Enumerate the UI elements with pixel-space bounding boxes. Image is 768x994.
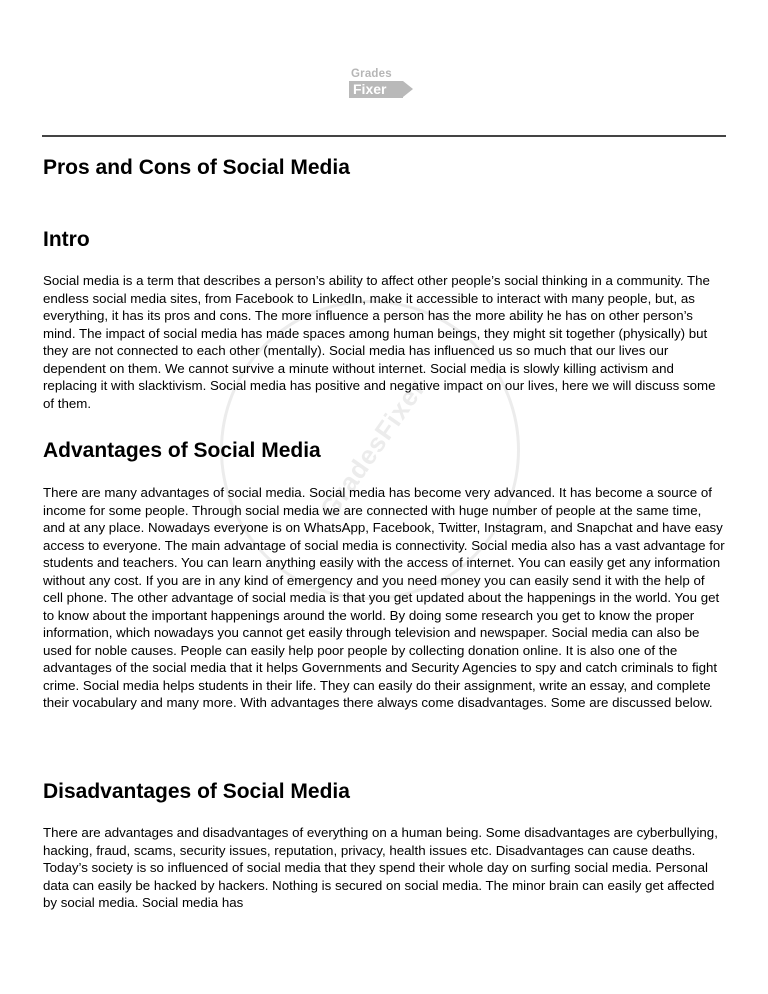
logo-line2: Fixer	[349, 81, 403, 98]
section-paragraph-disadvantages: There are advantages and disadvantages of everything on a human being. Some disadvantages are cyberbullying, hacking, fraud, scams, security issues, reputation, privacy, health issues etc. Disadvantages can cause deaths. Today’s society is so influenced of social media that they spend their whole day on surfing social media. Personal data can easily be hacked by hackers. Nothing is secured on social media. The minor brain can easily get affected by social media. Social media has	[43, 825, 718, 910]
document-title: Pros and Cons of Social Media	[43, 156, 350, 179]
gradesfixer-logo	[349, 67, 421, 103]
section-heading-disadvantages: Disadvantages of Social Media	[43, 780, 350, 803]
logo-arrow-icon	[403, 81, 413, 97]
section-paragraph-intro: Social media is a term that describes a person’s ability to affect other people’s social thinking in a community. The endless social media sites, from Facebook to LinkedIn, make it accessible to interact with many people, but, as everything, it has its pros and cons. The more influence a person has the more ability he has on other person’s mind. The impact of social media has made spaces among human beings, they might sit together (physically) but they are not connected to each other (mentally). Social media has influenced us so much that our lives our dependent on them. We cannot survive a minute without internet. Social media is slowly killing activism and replacing it with slacktivism. Social media has positive and negative impact on our lives, here we will discuss some of them.	[43, 273, 716, 411]
section-heading-advantages: Advantages of Social Media	[43, 439, 321, 462]
watermark-text: GradesFixer	[313, 372, 432, 524]
header-divider	[42, 135, 726, 137]
section-heading-intro: Intro	[43, 228, 90, 251]
section-paragraph-advantages: There are many advantages of social media. Social media has become very advanced. It has become a source of income for some people. Through social media we are connected with huge number of people at the same time, and at any place. Nowadays everyone is on WhatsApp, Facebook, Twitter, Instagram, and Snapchat and have easy access to everyone. The main advantage of social media is connectivity. Social media also has a vast advantage for students and teachers. You can learn anything easily with the access of internet. You can easily get any information without any cost. If you are in any kind of emergency and you need money you can easily send it with the help of cell phone. The other advantage of social media is that you get updated about the happenings in the world. You get to know about the important happenings around the world. By doing some research you get to know the proper information, which nowadays you cannot get easily through television and newspaper. Social media can also be used for noble causes. People can easily help poor people by collecting donation online. It is also one of the advantages of the social media that it helps Governments and Security Agencies to spy and catch criminals to fight crime. Social media helps students in their life. They can easily do their assignment, write an essay, and complete their vocabulary and many more. With advantages there always come disadvantages. Some are discussed below.	[43, 485, 725, 710]
logo-line1: Grades	[351, 68, 392, 80]
